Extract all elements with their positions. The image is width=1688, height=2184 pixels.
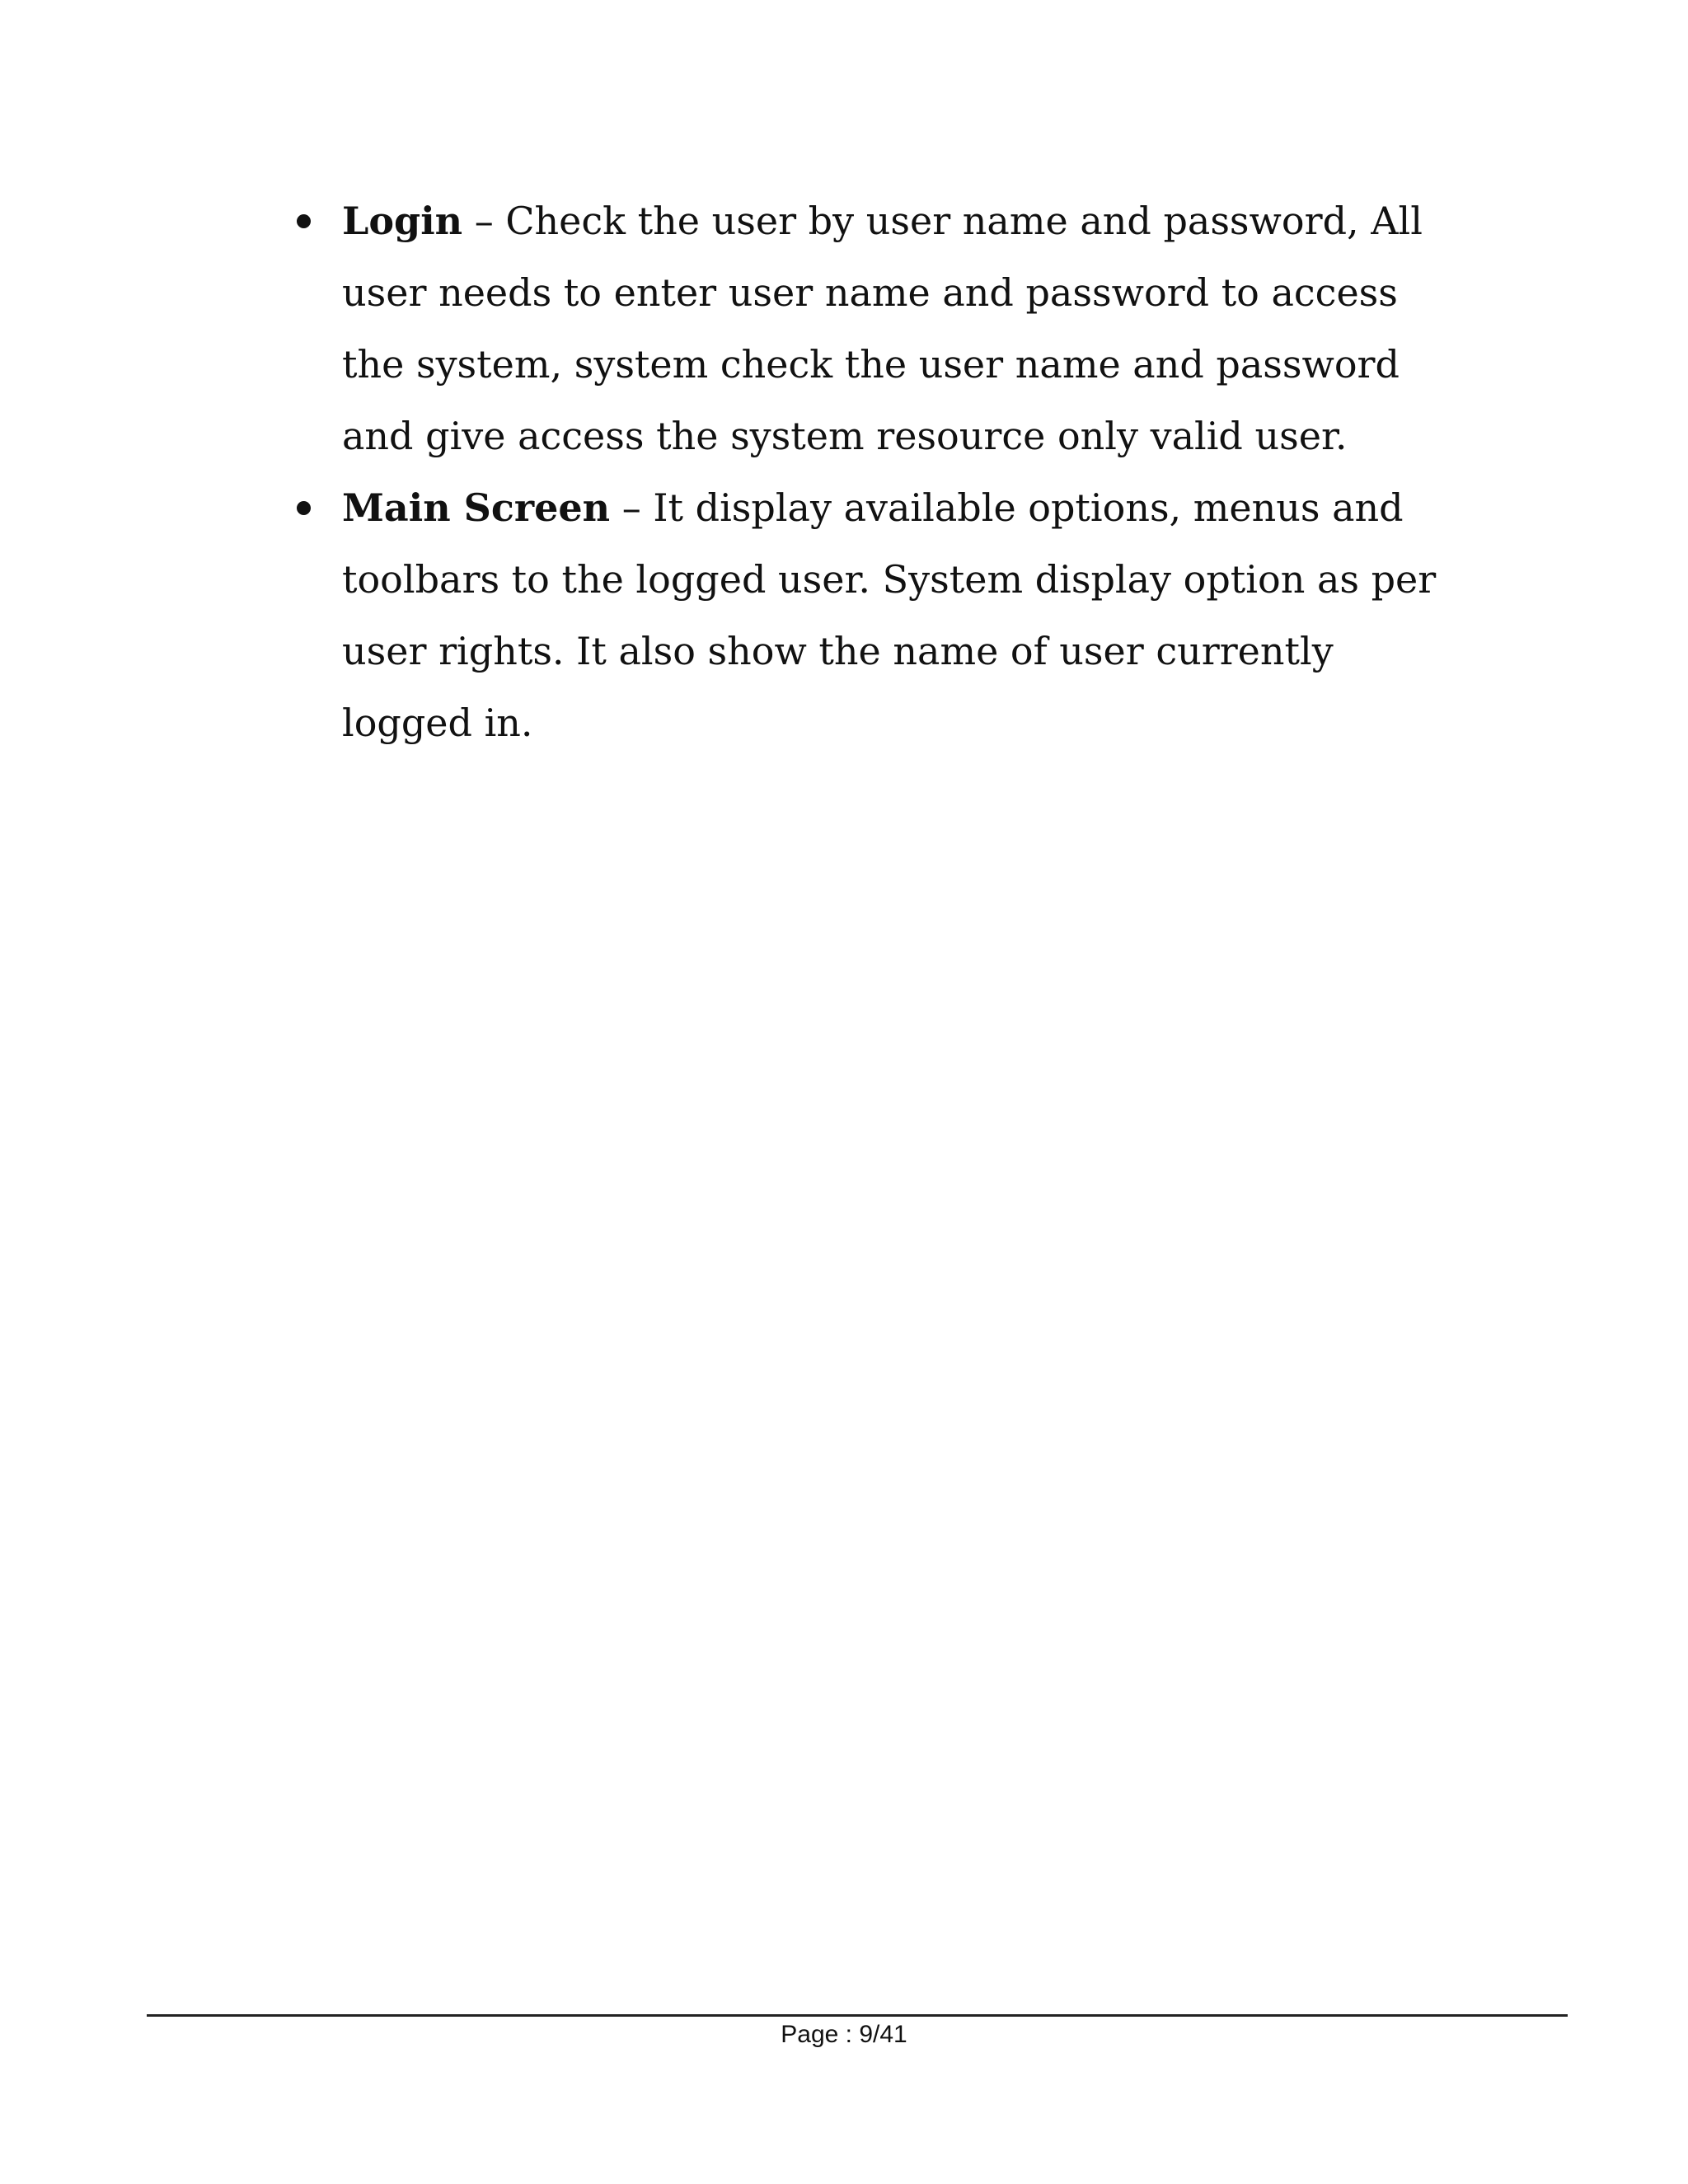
feature-bullet-list [293, 185, 1438, 759]
bullet-description: It display available options, menus and toolbars to the logged user. System display option as per user rights. It also show the name of user currently logged in. [342, 485, 1437, 745]
bullet-icon [297, 214, 311, 228]
bullet-icon [297, 501, 311, 515]
bullet-item-main-screen [293, 472, 1438, 759]
bullet-separator: – [462, 199, 506, 243]
page-number: Page : 9/41 [781, 2021, 907, 2048]
bullet-term: Main Screen [342, 485, 611, 530]
bullet-item-login [293, 185, 1438, 472]
bullet-description: Check the user by user name and password, All user needs to enter user name and password to access the system, system check the user name and password and give access the system resource only valid user. [342, 199, 1423, 458]
bullet-separator: – [610, 485, 654, 530]
footer-divider [147, 2014, 1568, 2017]
bullet-term: Login [342, 199, 463, 243]
